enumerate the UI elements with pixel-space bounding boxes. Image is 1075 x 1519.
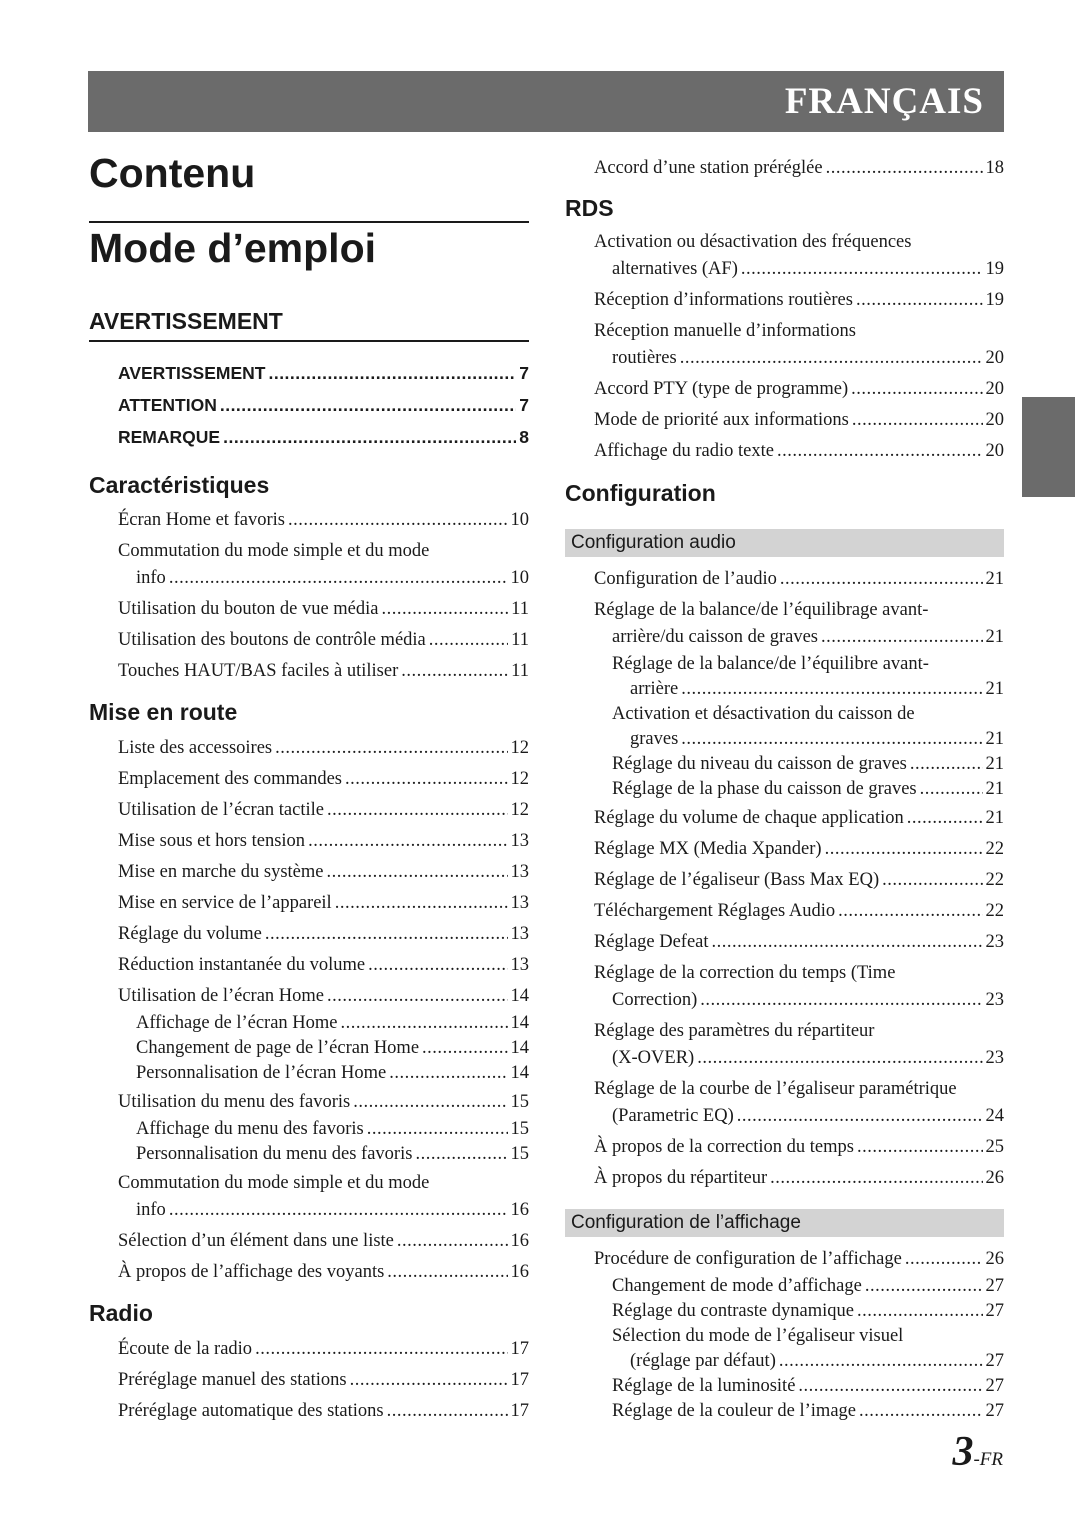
toc-subentry[interactable]: Personnalisation du menu des favoris ..... 15 xyxy=(118,1142,529,1167)
toc-entry[interactable]: info ..... 10 xyxy=(118,566,529,591)
left-column xyxy=(89,150,529,1424)
toc-entry[interactable]: Réglage Defeat ..... 23 xyxy=(594,930,1004,955)
language-banner xyxy=(88,71,1004,132)
toc-entry[interactable]: Affichage du radio texte ..... 20 xyxy=(594,439,1004,464)
toc-entry-line[interactable]: Commutation du mode simple et du mode xyxy=(118,1173,430,1194)
toc-entry[interactable]: Téléchargement Réglages Audio ..... 22 xyxy=(594,899,1004,924)
toc-entry[interactable]: À propos de l’affichage des voyants ..... 16 xyxy=(118,1260,529,1285)
toc-entry[interactable]: Mise en marche du système ..... 13 xyxy=(118,860,529,885)
toc-entry[interactable]: Liste des accessoires ..... 12 xyxy=(118,736,529,761)
toc-entry[interactable]: routières ..... 20 xyxy=(594,346,1004,371)
caracteristiques-list xyxy=(89,508,529,684)
subsection-heading-audio: Configuration audio xyxy=(565,529,1004,557)
subsection-heading-affichage: Configuration de l’affichage xyxy=(565,1209,1004,1237)
page-title: Contenu xyxy=(89,150,256,196)
toc-subentry[interactable]: arrière ..... 21 xyxy=(594,677,1004,702)
avertissement-list xyxy=(89,357,529,453)
toc-entry[interactable]: Configuration de l’audio ..... 21 xyxy=(594,567,1004,592)
toc-subentry[interactable]: Changement de mode d’affichage ..... 27 xyxy=(594,1274,1004,1299)
toc-entry-line[interactable]: Commutation du mode simple et du mode xyxy=(118,541,430,562)
audio-list xyxy=(565,567,1004,1191)
toc-entry[interactable]: À propos de la correction du temps ..... 25 xyxy=(594,1135,1004,1160)
toc-entry[interactable]: Sélection d’un élément dans une liste ..... 16 xyxy=(118,1229,529,1254)
page-subtitle: Mode d’emploi xyxy=(89,225,376,272)
toc-subentry-line[interactable]: Sélection du mode de l’égaliseur visuel xyxy=(612,1326,904,1346)
toc-entry[interactable]: Mise sous et hors tension ..... 13 xyxy=(118,829,529,854)
toc-subentry[interactable]: graves ..... 21 xyxy=(594,727,1004,752)
section-heading-mise-en-route: Mise en route xyxy=(89,699,238,726)
toc-entry[interactable]: info ..... 16 xyxy=(118,1198,529,1223)
toc-subentry[interactable]: Personnalisation de l’écran Home ..... 14 xyxy=(118,1061,529,1086)
toc-entry[interactable]: Emplacement des commandes ..... 12 xyxy=(118,767,529,792)
section-rule xyxy=(89,340,529,342)
toc-entry[interactable]: Réception d’informations routières ..... 19 xyxy=(594,288,1004,313)
toc-entry[interactable]: REMARQUE ..... 8 xyxy=(118,421,529,453)
toc-entry[interactable]: Correction) ..... 23 xyxy=(594,988,1004,1013)
radio-list xyxy=(89,1337,529,1424)
title-rule xyxy=(89,221,529,223)
section-heading-rds: RDS xyxy=(565,195,614,221)
toc-entry[interactable]: Touches HAUT/BAS faciles à utiliser ..... 11 xyxy=(118,659,529,684)
toc-entry[interactable]: Réglage MX (Media Xpander) ..... 22 xyxy=(594,837,1004,862)
toc-entry[interactable]: Préréglage manuel des stations ..... 17 xyxy=(118,1368,529,1393)
language-label: FRANÇAIS xyxy=(784,81,984,122)
toc-subentry[interactable]: Affichage du menu des favoris ..... 15 xyxy=(118,1117,529,1142)
section-heading-avertissement: AVERTISSEMENT xyxy=(89,308,283,335)
toc-subentry-line[interactable]: Réglage de la balance/de l’équilibre avant- xyxy=(612,654,929,674)
toc-entry-line[interactable]: Réglage des paramètres du répartiteur xyxy=(594,1021,875,1041)
toc-entry[interactable]: Utilisation de l’écran Home ..... 14 xyxy=(118,984,529,1009)
toc-subentry[interactable]: Réglage du contraste dynamique ..... 27 xyxy=(594,1299,1004,1324)
toc-entry[interactable]: Mode de priorité aux informations ..... 20 xyxy=(594,408,1004,433)
page-number: 3-FR xyxy=(952,1429,1003,1475)
section-tab xyxy=(1022,397,1075,497)
affichage-list xyxy=(565,1247,1004,1424)
toc-entry[interactable]: Réglage de l’égaliseur (Bass Max EQ) ..... 22 xyxy=(594,868,1004,893)
toc-entry[interactable]: Utilisation du menu des favoris ..... 15 xyxy=(118,1090,529,1115)
toc-entry[interactable]: Réduction instantanée du volume ..... 13 xyxy=(118,953,529,978)
toc-subentry[interactable]: (réglage par défaut) ..... 27 xyxy=(594,1349,1004,1374)
toc-subentry-line[interactable]: Activation et désactivation du caisson de xyxy=(612,704,915,724)
section-heading-radio: Radio xyxy=(89,1300,153,1327)
toc-subentry[interactable]: Réglage de la luminosité ..... 27 xyxy=(594,1374,1004,1399)
section-heading-caracteristiques: Caractéristiques xyxy=(89,472,270,499)
toc-entry[interactable]: Accord PTY (type de programme) ..... 20 xyxy=(594,377,1004,402)
toc-entry-line[interactable]: Réception manuelle d’informations xyxy=(594,321,857,341)
toc-entry[interactable]: (Parametric EQ) ..... 24 xyxy=(594,1104,1004,1129)
section-heading-configuration: Configuration xyxy=(565,480,716,506)
toc-subentry[interactable]: Réglage de la phase du caisson de graves ..... 21 xyxy=(594,777,1004,802)
toc-entry[interactable]: (X-OVER) ..... 23 xyxy=(594,1046,1004,1071)
toc-subentry[interactable]: Changement de page de l’écran Home ..... 14 xyxy=(118,1036,529,1061)
toc-entry[interactable]: Accord d’une station préréglée ..... 18 xyxy=(594,156,1004,181)
right-column xyxy=(565,156,1004,1424)
toc-entry[interactable]: Écran Home et favoris ..... 10 xyxy=(118,508,529,533)
toc-entry[interactable]: Utilisation de l’écran tactile ..... 12 xyxy=(118,798,529,823)
toc-entry-line[interactable]: Réglage de la correction du temps (Time xyxy=(594,963,896,983)
toc-entry[interactable]: AVERTISSEMENT ..... 7 xyxy=(118,357,529,389)
toc-entry[interactable]: Préréglage automatique des stations ..... 17 xyxy=(118,1399,529,1424)
toc-entry-line[interactable]: Réglage de la courbe de l’égaliseur paramétrique xyxy=(594,1079,957,1099)
toc-entry[interactable]: Utilisation du bouton de vue média ..... 11 xyxy=(118,597,529,622)
toc-entry[interactable]: alternatives (AF) ..... 19 xyxy=(594,257,1004,282)
toc-entry[interactable]: arrière/du caisson de graves ..... 21 xyxy=(594,625,1004,650)
rds-list xyxy=(565,230,1004,464)
toc-entry[interactable]: À propos du répartiteur ..... 26 xyxy=(594,1166,1004,1191)
toc-entry[interactable]: Réglage du volume ..... 13 xyxy=(118,922,529,947)
toc-entry[interactable]: ATTENTION ..... 7 xyxy=(118,389,529,421)
toc-entry[interactable]: Utilisation des boutons de contrôle média ..... 11 xyxy=(118,628,529,653)
toc-entry[interactable]: Mise en service de l’appareil ..... 13 xyxy=(118,891,529,916)
toc-entry[interactable]: Écoute de la radio ..... 17 xyxy=(118,1337,529,1362)
toc-subentry[interactable]: Réglage du niveau du caisson de graves ..... 21 xyxy=(594,752,1004,777)
toc-entry[interactable]: Réglage du volume de chaque application ..... 21 xyxy=(594,806,1004,831)
toc-subentry[interactable]: Réglage de la couleur de l’image ..... 27 xyxy=(594,1399,1004,1424)
mise-en-route-list xyxy=(89,736,529,1285)
toc-subentry[interactable]: Affichage de l’écran Home ..... 14 xyxy=(118,1011,529,1036)
toc-entry-line[interactable]: Réglage de la balance/de l’équilibrage avant- xyxy=(594,600,929,620)
toc-entry[interactable]: Procédure de configuration de l’affichage ..... 26 xyxy=(594,1247,1004,1272)
toc-entry-line[interactable]: Activation ou désactivation des fréquences xyxy=(594,232,912,252)
